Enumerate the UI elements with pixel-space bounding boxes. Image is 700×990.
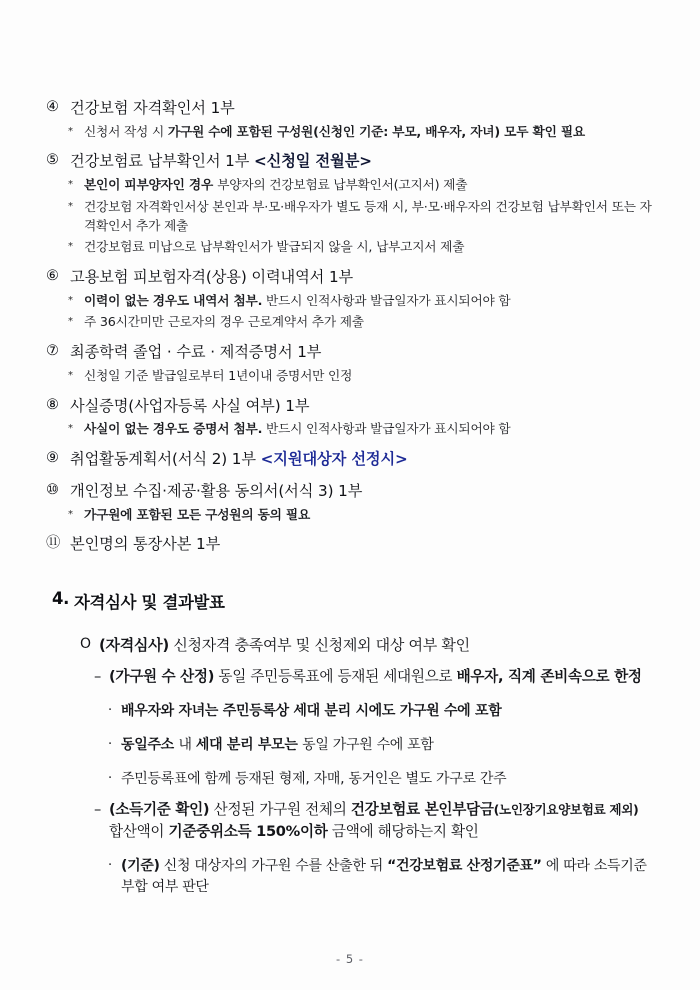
text-run-0: 주민등록표에 함께 등재된 형제, 자매, 동거인은 별도 가구로 간주 xyxy=(121,770,507,787)
list-marker-⑤: ⑤ xyxy=(46,152,59,169)
text-run-0: 건강보험 자격확인서상 본인과 부·모·배우자가 별도 등재 시, 부·모·배우자의 건강보험 납부확인서 또는 자격확인서 추가 제출 xyxy=(84,198,652,233)
section4-entry-1 xyxy=(94,666,654,688)
section4-entry-6-text xyxy=(121,856,654,898)
star-bullet-icon: * xyxy=(68,200,73,212)
text-run-0: 가구원에 포함된 모든 구성원의 동의 필요 xyxy=(84,506,311,522)
list-marker-④: ④ xyxy=(46,99,59,115)
star-bullet-icon: * xyxy=(68,423,73,435)
list-marker-⑩: ⑩ xyxy=(46,481,59,498)
circle-o-bullet-icon: O xyxy=(80,636,91,653)
middot-bullet-icon: · xyxy=(108,736,112,752)
numbered-item-2 xyxy=(46,150,654,173)
list-marker-⑧: ⑧ xyxy=(46,396,59,413)
note-5-1-text xyxy=(84,420,654,439)
section-heading xyxy=(52,589,654,613)
note-2-1 xyxy=(46,176,654,195)
section4-entry-1-text xyxy=(109,666,654,688)
star-bullet-icon: * xyxy=(68,125,73,137)
note-3-2 xyxy=(46,313,654,332)
note-2-1-text xyxy=(84,176,654,195)
note-3-1 xyxy=(46,292,654,311)
middot-bullet-icon: · xyxy=(108,770,112,786)
section-4-qualification-review xyxy=(46,589,654,898)
numbered-item-1 xyxy=(46,97,654,120)
text-run-4: 합산액이 xyxy=(109,800,643,840)
numbered-item-7-text xyxy=(70,480,654,503)
note-2-2-text xyxy=(84,198,654,235)
required-documents-list xyxy=(46,97,654,556)
star-bullet-icon: * xyxy=(68,369,73,381)
text-run-3: 에 따라 소득기준 부합 여부 판단 xyxy=(121,858,651,896)
section4-entry-4-text xyxy=(121,769,654,790)
text-run-2: “건강보험료 산정기준표” xyxy=(387,858,542,875)
item-title-annotation: <신청일 전월분> xyxy=(254,152,372,171)
section4-entry-5 xyxy=(94,799,654,843)
numbered-item-6 xyxy=(46,448,654,471)
text-run-0: 동일주소 xyxy=(121,736,179,753)
item-title: 고용보험 피보험자격(상용) 이력내역서 1부 xyxy=(70,267,354,286)
star-bullet-icon: * xyxy=(68,316,73,328)
note-3-2-text xyxy=(84,313,654,332)
note-1-1-text xyxy=(84,123,654,142)
list-marker-⑥: ⑥ xyxy=(46,267,59,284)
section-number: 4. xyxy=(52,589,70,609)
item-title: 사실증명(사업자등록 사실 여부) 1부 xyxy=(70,396,310,415)
section4-entry-3 xyxy=(108,735,654,756)
list-marker-⑦: ⑦ xyxy=(46,343,59,360)
numbered-item-4 xyxy=(46,341,654,364)
note-3-1-text xyxy=(84,292,654,311)
item-title: 최종학력 졸업 · 수료 · 제적증명서 1부 xyxy=(70,343,322,362)
text-run-5: 기준중위소득 150%이하 xyxy=(168,822,328,840)
numbered-item-3 xyxy=(46,266,654,289)
note-2-2 xyxy=(46,198,654,235)
text-run-0: 이력이 없는 경우도 내역서 첨부. xyxy=(84,292,263,308)
numbered-item-6-text xyxy=(70,448,654,471)
note-7-1-text xyxy=(84,506,654,525)
text-run-1: 반드시 인적사항과 발급일자가 표시되어야 함 xyxy=(262,292,511,308)
section4-entry-2 xyxy=(108,701,654,722)
text-run-6: 금액에 해당하는지 확인 xyxy=(327,822,479,840)
note-7-1 xyxy=(46,506,654,525)
numbered-item-1-text xyxy=(70,97,654,120)
note-2-3-text xyxy=(84,238,654,257)
item-title: 취업활동계획서(서식 2) 1부 xyxy=(70,450,261,469)
middot-bullet-icon: · xyxy=(108,702,112,718)
numbered-item-8-text xyxy=(70,533,654,556)
section4-entry-5-text xyxy=(109,799,654,843)
o-bullet-line-text xyxy=(99,634,654,657)
note-5-1 xyxy=(46,420,654,439)
note-2-3 xyxy=(46,238,654,257)
item-title: 개인정보 수집·제공·활용 동의서(서식 3) 1부 xyxy=(70,481,363,500)
text-run-0: 주 36시간미만 근로자의 경우 근로계약서 추가 제출 xyxy=(84,314,364,330)
section4-entry-6 xyxy=(108,856,654,898)
list-marker-⑨: ⑨ xyxy=(46,450,59,467)
list-marker-⑪: ⑪ xyxy=(46,535,61,552)
section4-entry-3-text xyxy=(121,735,654,756)
middot-bullet-icon: · xyxy=(108,858,112,874)
numbered-item-7 xyxy=(46,480,654,503)
text-run-1: 신청자격 충족여부 및 신청제외 대상 여부 확인 xyxy=(168,636,470,655)
item-title-annotation: <지원대상자 선정시> xyxy=(260,450,408,469)
item-title: 건강보험 자격확인서 1부 xyxy=(70,99,235,117)
numbered-item-4-text xyxy=(70,341,654,364)
text-run-2: 세대 분리 부모는 xyxy=(195,736,303,753)
section-heading-text: 자격심사 및 결과발표 xyxy=(74,593,225,613)
numbered-item-5 xyxy=(46,395,654,418)
section4-entry-4 xyxy=(108,769,654,790)
page-number-footer: - 5 - xyxy=(336,952,364,966)
item-title: 건강보험료 납부확인서 1부 xyxy=(70,152,255,171)
text-run-1: 동일 주민등록표에 등재된 세대원으로 xyxy=(214,667,457,685)
text-run-1: 신청 대상자의 가구원 수를 산출한 뒤 xyxy=(159,858,388,875)
text-run-0: (자격심사) xyxy=(99,636,169,655)
item-title: 본인명의 통장사본 1부 xyxy=(70,535,221,554)
text-run-3: 동일 가구원 수에 포함 xyxy=(302,736,434,753)
text-run-0: 사실이 없는 경우도 증명서 첨부. xyxy=(84,421,263,437)
text-run-0: 건강보험료 미납으로 납부확인서가 발급되지 않을 시, 납부고지서 제출 xyxy=(84,239,465,255)
note-4-1 xyxy=(46,367,654,386)
note-1-1 xyxy=(46,123,654,142)
text-run-0: 본인이 피부양자인 경우 xyxy=(84,177,218,193)
text-run-0: 신청서 작성 시 xyxy=(84,123,168,139)
star-bullet-icon: * xyxy=(68,508,73,520)
note-4-1-text xyxy=(84,367,654,386)
text-run-1: 내 xyxy=(178,736,196,753)
numbered-item-8 xyxy=(46,533,654,556)
text-run-1: 부양자의 건강보험료 납부확인서(고지서) 제출 xyxy=(217,177,468,193)
text-run-1: 반드시 인적사항과 발급일자가 표시되어야 함 xyxy=(262,421,511,437)
text-run-0: (가구원 수 산정) xyxy=(109,667,215,685)
text-run-0: (소득기준 확인) xyxy=(109,800,210,818)
numbered-item-3-text xyxy=(70,266,654,289)
text-run-2: 배우자, 직계 존비속으로 한정 xyxy=(456,667,642,685)
text-run-0: (기준) xyxy=(121,858,160,875)
text-run-1: 산정된 가구원 전체의 xyxy=(209,800,351,818)
section4-entry-2-text xyxy=(121,701,654,722)
numbered-item-5-text xyxy=(70,395,654,418)
text-run-1: 가구원 수에 포함된 구성원(신청인 기준: 부모, 배우자, 자녀) 모두 확인 필요 xyxy=(167,123,585,139)
text-run-3: (노인장기요양보험료 제외) xyxy=(493,801,639,817)
text-run-0: 배우자와 자녀는 주민등록상 세대 분리 시에도 가구원 수에 포함 xyxy=(121,702,502,719)
numbered-item-2-text xyxy=(70,150,654,173)
star-bullet-icon: * xyxy=(68,294,73,306)
section-heading-text xyxy=(74,589,654,613)
text-run-0: 신청일 기준 발급일로부터 1년이내 증명서만 인정 xyxy=(84,367,353,383)
o-bullet-line xyxy=(80,634,654,657)
text-run-2: 건강보험료 본인부담금 xyxy=(350,800,494,818)
dash-bullet-icon: – xyxy=(94,667,101,685)
star-bullet-icon: * xyxy=(68,241,73,253)
star-bullet-icon: * xyxy=(68,179,73,191)
dash-bullet-icon: – xyxy=(94,800,101,818)
